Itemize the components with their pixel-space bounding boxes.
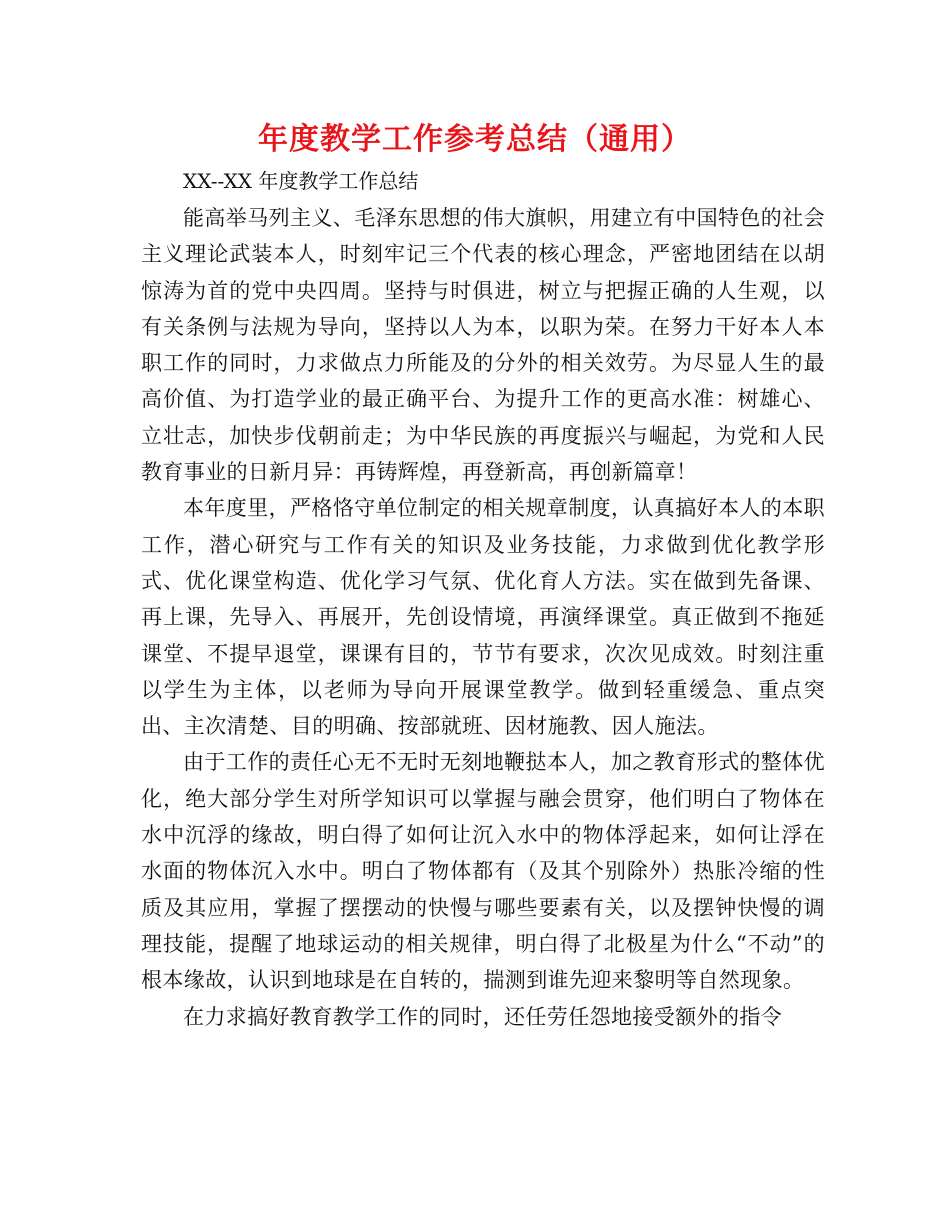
paragraph-1: 能高举马列主义、毛泽东思想的伟大旗帜，用建立有中国特色的社会主义理论武装本人，时刻牢记三个代表的核心理念，严密地团结在以胡惊涛为首的党中央四周。坚持与时俱进，树立与把握正确的人生观，以有关条例与法规为导向，坚持以人为本，以职为荣。在努力干好本人本职工作的同时，力求做点力所能及的分外的相关效劳。为尽显人生的最高价值、为打造学业的最正确平台、为提升工作的更高水准：树雄心、立壮志，加快步伐朝前走；为中华民族的再度振兴与崛起，为党和人民教育事业的日新月异：再铸辉煌，再登新高，再创新篇章！ (141, 206, 825, 485)
paragraph-2: 本年度里，严格恪守单位制定的相关规章制度，认真搞好本人的本职工作，潜心研究与工作有关的知识及业务技能，力求做到优化教学形式、优化课堂构造、优化学习气氛、优化育人方法。实在做到先备课、再上课，先导入、再展开，先创设情境，再演绎课堂。真正做到不拖延课堂、不提早退堂，课课有目的，节节有要求，次次见成效。时刻注重以学生为主体，以老师为导向开展课堂教学。做到轻重缓急、重点突出、主次清楚、目的明确、按部就班、因材施教、因人施法。 (141, 496, 825, 739)
document-title: 年度教学工作参考总结（通用） (258, 122, 692, 157)
paragraph-3: 由于工作的责任心无不无时无刻地鞭挞本人，加之教育形式的整体优化，绝大部分学生对所学知识可以掌握与融会贯穿，他们明白了物体在水中沉浮的缘故，明白得了如何让沉入水中的物体浮起来，如何让浮在水面的物体沉入水中。明白了物体都有（及其个别除外）热胀冷缩的性质及其应用，掌握了摆摆动的快慢与哪些要素有关，以及摆钟快慢的调理技能，提醒了地球运动的相关规律，明白得了北极星为什么“不动”的根本缘故，认识到地球是在自转的，揣测到谁先迎来黎明等自然现象。 (141, 750, 825, 993)
document-subtitle: XX--XX 年度教学工作总结 (183, 169, 419, 193)
document-body (141, 200, 825, 1035)
paragraph-4: 在力求搞好教育教学工作的同时，还任劳任怨地接受额外的指令 (183, 1004, 783, 1029)
